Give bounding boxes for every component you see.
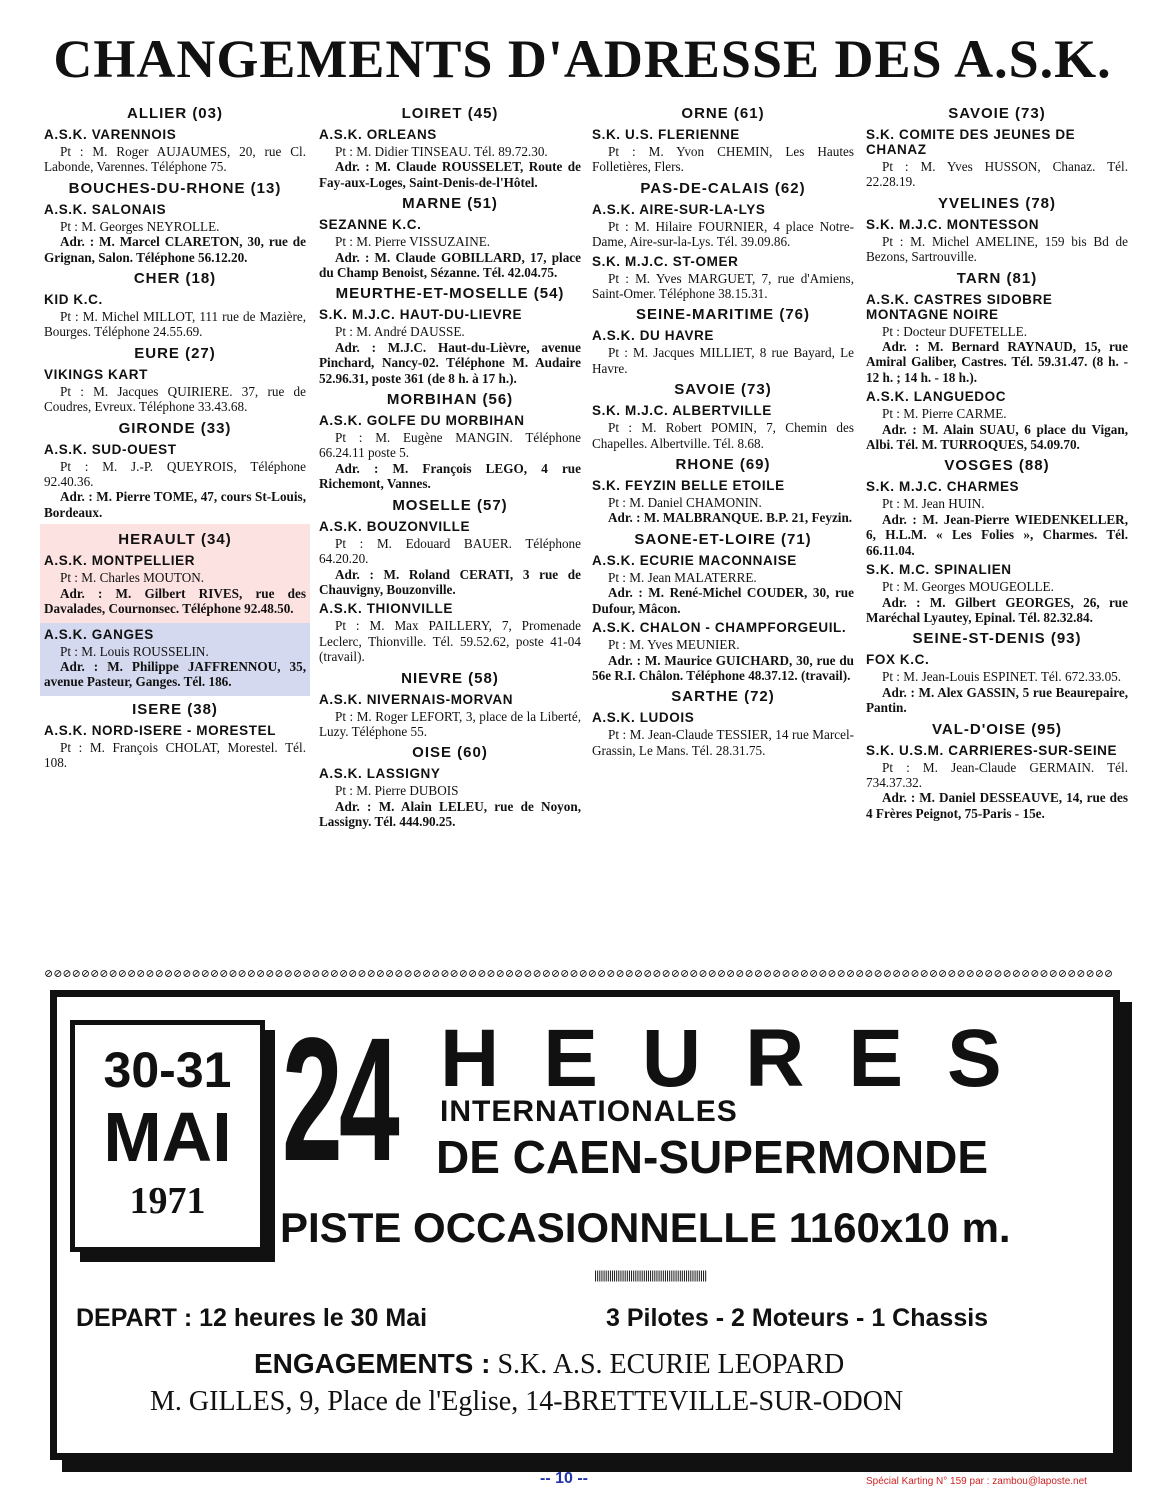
- club-entry: [44, 723, 306, 771]
- department-section: [866, 457, 1128, 625]
- club-entry: [866, 743, 1128, 822]
- club-address: Adr. : M. Roland CERATI, 3 rue de Chauvigny, Bouzonville.: [319, 566, 581, 597]
- department-heading: SAVOIE (73): [948, 105, 1046, 122]
- club-entry: [866, 217, 1128, 265]
- club-entry: [592, 127, 854, 175]
- club-entry: [319, 413, 581, 492]
- club-name: A.S.K. CASTRES SIDOBRE MONTAGNE NOIRE: [866, 291, 1053, 322]
- club-president: Pt : M. Yvon CHEMIN, Les Hautes Folletières, Flers.: [592, 144, 854, 175]
- department-heading: MEURTHE-ET-MOSELLE (54): [335, 285, 565, 303]
- club-name: FOX K.C.: [866, 652, 930, 668]
- club-entry: [592, 710, 854, 758]
- department-heading: ISERE (38): [132, 700, 218, 718]
- club-entry: [592, 478, 854, 526]
- club-address: Adr. : M. François LEGO, 4 rue Richemont, Vannes.: [319, 460, 581, 492]
- club-address: Adr. : M. Pierre TOME, 47, cours St-Louis, Bordeaux.: [44, 489, 306, 520]
- club-name: A.S.K. SALONAIS: [44, 201, 167, 217]
- department-section: [319, 391, 581, 492]
- club-entry: [866, 389, 1128, 452]
- department-section: [44, 270, 306, 340]
- club-entry: [866, 652, 1128, 715]
- department-heading: ALLIER (03): [126, 105, 223, 122]
- club-president: Pt : M. Jacques QUIRIERE. 37, rue de Coudres, Evreux. Téléphone 33.43.68.: [44, 383, 306, 415]
- club-president: Pt : M. Pierre DUBOIS: [335, 783, 459, 799]
- club-entry: [44, 202, 306, 265]
- club-address: Adr. : M. Gilbert GEORGES, 26, rue Maréchal Lyautey, Epinal. Tél. 82.32.84.: [866, 594, 1128, 625]
- department-section: [866, 195, 1128, 265]
- club-name: A.S.K. DU HAVRE: [592, 328, 715, 344]
- club-address: Adr. : M. Alain LELEU, rue de Noyon, Lassigny. Tél. 444.90.25.: [319, 798, 581, 830]
- club-president: Pt : M. Michel MILLOT, 111 rue de Mazière, Bourges. Téléphone 24.55.69.: [44, 309, 306, 340]
- department-heading: RHONE (69): [675, 456, 771, 474]
- department-heading: LOIRET (45): [401, 105, 499, 122]
- department-heading: YVELINES (78): [937, 194, 1057, 212]
- department-heading: SARTHE (72): [671, 688, 775, 706]
- department-section: [866, 721, 1128, 822]
- department-heading: MARNE (51): [402, 195, 498, 213]
- club-president: Pt : M. Georges NEYROLLE.: [60, 218, 220, 234]
- club-name: A.S.K. ORLEANS: [319, 127, 437, 142]
- club-president: Pt : M. Jean MALATERRE.: [608, 569, 757, 585]
- club-name: A.S.K. LUDOIS: [592, 710, 695, 726]
- club-entry: [319, 601, 581, 664]
- department-section: [44, 105, 306, 175]
- club-president: Pt : M. Daniel CHAMONIN.: [608, 495, 762, 511]
- department-heading: MOSELLE (57): [392, 496, 508, 514]
- department-section: [592, 531, 854, 683]
- page-number: -- 10 --: [540, 1470, 588, 1487]
- department-section: [44, 701, 306, 771]
- department-heading: ORNE (61): [681, 105, 765, 122]
- page-title: CHANGEMENTS D'ADRESSE DES A.S.K.: [53, 29, 1112, 89]
- club-president: Pt : M. Hilaire FOURNIER, 4 place Notre-Dame, Aire-sur-la-Lys. Tél. 39.09.86.: [592, 218, 854, 250]
- club-entry: [866, 292, 1128, 386]
- department-heading: BOUCHES-DU-RHONE (13): [68, 179, 282, 197]
- department-heading: CHER (18): [133, 270, 217, 288]
- department-section: [44, 420, 306, 521]
- club-name: S.K. COMITE DES JEUNES DE CHANAZ: [866, 127, 1076, 157]
- column-4: [866, 100, 1128, 825]
- department-section: [866, 105, 1128, 190]
- club-entry: [44, 127, 306, 175]
- department-section: [44, 345, 306, 415]
- department-section: [592, 105, 854, 175]
- club-address: Adr. : M. Gilbert RIVES, rue des Davalades, Cournonsec. Téléphone 92.48.50.: [44, 585, 306, 617]
- piste-text: PISTE OCCASIONNELLE 1160x10 m.: [280, 1204, 1011, 1251]
- date-days: 30-31: [103, 1042, 232, 1098]
- club-president: Pt : M. Jean HUIN.: [882, 496, 985, 512]
- depart-text: DEPART : 12 heures le 30 Mai: [76, 1304, 428, 1332]
- department-heading: SEINE-ST-DENIS (93): [912, 630, 1082, 648]
- department-section: [592, 381, 854, 451]
- club-address: Adr. : M. Maurice GUICHARD, 30, rue du 56e R.I. Châlon. Téléphone 48.37.12. (travail).: [592, 652, 854, 683]
- club-address: Adr. : M. Claude ROUSSELET, Route de Fay-aux-Loges, Saint-Denis-de-l'Hôtel.: [319, 159, 581, 190]
- club-president: Pt : M. Louis ROUSSELIN.: [60, 643, 209, 659]
- department-section: [319, 744, 581, 829]
- club-address: Adr. : M. Marcel CLARETON, 30, rue de Grignan, Salon. Téléphone 56.12.20.: [44, 234, 306, 265]
- department-section: [319, 497, 581, 665]
- department-section: [319, 105, 581, 190]
- club-name: A.S.K. THIONVILLE: [319, 601, 453, 617]
- club-name: A.S.K. LANGUEDOC: [866, 389, 1007, 405]
- club-entry: [592, 254, 854, 302]
- club-address: Adr. : M. Daniel DESSEAUVE, 14, rue des 4 Frères Peignot, 75-Paris - 15e.: [866, 790, 1128, 821]
- date-year: 1971: [129, 1180, 206, 1222]
- department-section: [866, 630, 1128, 715]
- date-box: [70, 1020, 265, 1252]
- club-name: A.S.K. CHALON - CHAMPFORGEUIL.: [592, 620, 847, 636]
- club-entry: [44, 367, 306, 415]
- club-president: Pt : M. Roger AUJAUMES, 20, rue Cl. Labonde, Varennes. Téléphone 75.: [44, 144, 306, 175]
- club-entry: [319, 766, 581, 829]
- club-name: SEZANNE K.C.: [319, 217, 422, 233]
- club-president: Pt : M. Pierre VISSUZAINE.: [335, 234, 491, 250]
- club-president: Pt : M. Yves HUSSON, Chanaz. Tél. 22.28.19.: [866, 159, 1128, 190]
- department-section: [319, 670, 581, 740]
- club-president: Pt : M. Eugène MANGIN. Téléphone 66.24.11 poste 5.: [319, 430, 581, 461]
- department-heading: PAS-DE-CALAIS (62): [640, 179, 806, 197]
- internationales-text: INTERNATIONALES: [440, 1095, 738, 1128]
- club-president: Pt : M. André DAUSSE.: [335, 324, 465, 340]
- column-1: [44, 100, 306, 775]
- club-president: Pt : M. Michel AMELINE, 159 bis Bd de Bezons, Sartrouville.: [866, 233, 1128, 265]
- department-heading: SEINE-MARITIME (76): [635, 306, 810, 324]
- heures-heading: HEURES: [440, 1013, 1046, 1104]
- club-president: Pt : M. Yves MARGUET, 7, rue d'Amiens, Saint-Omer. Téléphone 38.15.31.: [592, 270, 854, 302]
- department-heading: EURE (27): [134, 344, 216, 362]
- department-heading: SAVOIE (73): [674, 381, 772, 399]
- club-name: A.S.K. NORD-ISERE - MORESTEL: [44, 722, 277, 738]
- department-heading: NIEVRE (58): [401, 669, 499, 687]
- club-name: VIKINGS KART: [44, 366, 148, 382]
- club-address: Adr. : M. Claude GOBILLARD, 17, place du Champ Benoist, Sézanne. Tél. 42.04.75.: [319, 249, 581, 281]
- column-2: [319, 100, 581, 834]
- big-24: 24: [282, 1002, 396, 1198]
- club-entry: [866, 127, 1128, 190]
- club-name: S.K. U.S.M. CARRIERES-SUR-SEINE: [866, 742, 1118, 758]
- club-president: Pt : M. Roger LEFORT, 3, place de la Liberté, Luzy. Téléphone 55.: [319, 708, 581, 739]
- department-section: [319, 285, 581, 386]
- club-entry: [319, 217, 581, 280]
- club-name: A.S.K. GANGES: [44, 626, 154, 642]
- club-entry: [44, 442, 306, 521]
- department-heading: VOSGES (88): [944, 457, 1050, 475]
- club-president: Pt : M. Robert POMIN, 7, Chemin des Chapelles. Albertville. Tél. 8.68.: [592, 420, 854, 451]
- club-address: Adr. : M. MALBRANQUE. B.P. 21, Feyzin.: [608, 510, 853, 526]
- club-president: Pt : M. Pierre CARME.: [882, 406, 1007, 422]
- club-president: Pt : M. Jean-Claude GERMAIN. Tél. 734.37.32.: [866, 759, 1128, 790]
- footer-credit: Spécial Karting N° 159 par : zambou@laposte.net: [866, 1476, 1087, 1487]
- club-name: S.K. FEYZIN BELLE ETOILE: [592, 478, 785, 494]
- club-name: A.S.K. VARENNOIS: [44, 127, 177, 142]
- tick-ornament: |||||||||||||||||||||||||||||||||||||||||||||||||||||: [594, 1268, 707, 1282]
- club-address: Adr. : M. Alex GASSIN, 5 rue Beaurepaire, Pantin.: [866, 684, 1128, 716]
- club-entry: [319, 307, 581, 386]
- club-president: Pt : M. J.-P. QUEYROIS, Téléphone 92.40.36.: [44, 458, 306, 490]
- club-entry: [319, 519, 581, 598]
- department-heading: SAONE-ET-LOIRE (71): [634, 530, 812, 548]
- department-section: [319, 195, 581, 280]
- club-name: A.S.K. LASSIGNY: [319, 766, 441, 782]
- department-section: [592, 688, 854, 758]
- caen-text: DE CAEN-SUPERMONDE: [436, 1131, 989, 1183]
- club-president: Pt : M. Edouard BAUER. Téléphone 64.20.20.: [319, 535, 581, 567]
- club-president: Pt : M. Charles MOUTON.: [60, 570, 205, 586]
- club-president: Pt : M. Jacques MILLIET, 8 rue Bayard, Le Havre.: [592, 345, 854, 376]
- department-section: [866, 270, 1128, 453]
- club-address: Adr. : M.J.C. Haut-du-Lièvre, avenue Pinchard, Nancy-02. Téléphone M. Audaire 52.96.31, poste 361 (de 8 h. à 17 h.).: [319, 339, 581, 386]
- engagements-line: [254, 1348, 844, 1381]
- club-name: S.K. M.J.C. HAUT-DU-LIEVRE: [319, 307, 523, 323]
- club-name: A.S.K. AIRE-SUR-LA-LYS: [592, 201, 766, 217]
- club-entry: [44, 627, 306, 690]
- club-president: Pt : M. Jean-Claude TESSIER, 14 rue Marcel-Grassin, Le Mans. Tél. 28.31.75.: [592, 727, 854, 758]
- department-heading: MORBIHAN (56): [386, 391, 514, 409]
- club-president: Pt : M. Didier TINSEAU. Tél. 89.72.30.: [335, 144, 548, 159]
- club-name: A.S.K. NIVERNAIS-MORVAN: [319, 691, 514, 707]
- department-heading: TARN (81): [956, 269, 1038, 287]
- department-section: [592, 306, 854, 376]
- club-president: Pt : Docteur DUFETELLE.: [882, 323, 1028, 339]
- club-entry: [44, 553, 306, 616]
- club-name: KID K.C.: [44, 292, 103, 308]
- department-heading: OISE (60): [412, 744, 488, 762]
- department-section: [40, 623, 310, 696]
- club-name: A.S.K. GOLFE DU MORBIHAN: [319, 413, 525, 429]
- club-entry: [592, 403, 854, 451]
- club-name: S.K. U.S. FLERIENNE: [592, 127, 740, 142]
- club-name: S.K. M.J.C. ALBERTVILLE: [592, 403, 772, 419]
- pilotes-text: 3 Pilotes - 2 Moteurs - 1 Chassis: [606, 1304, 989, 1332]
- club-president: Pt : M. François CHOLAT, Morestel. Tél. 108.: [44, 739, 306, 771]
- club-address: Adr. : M. Jean-Pierre WIEDENKELLER, 6, H.L.M. « Les Folies », Charmes. Tél. 66.11.04.: [866, 511, 1128, 558]
- engagements-label: ENGAGEMENTS :: [254, 1348, 491, 1379]
- department-section: [592, 180, 854, 302]
- club-entry: [866, 562, 1128, 625]
- club-name: S.K. M.J.C. MONTESSON: [866, 216, 1040, 232]
- club-name: S.K. M.J.C. ST-OMER: [592, 253, 739, 269]
- entry-address: M. GILLES, 9, Place de l'Eglise, 14-BRETTEVILLE-SUR-ODON: [150, 1386, 904, 1417]
- club-entry: [592, 620, 854, 683]
- club-president: Pt : M. Yves MEUNIER.: [608, 637, 740, 653]
- club-name: A.S.K. MONTPELLIER: [44, 553, 196, 569]
- club-president: Pt : M. Max PAILLERY, 7, Promenade Leclerc, Thionville. Tél. 59.52.62, poste 41-04 (travail).: [319, 618, 581, 665]
- column-3: [592, 100, 854, 762]
- club-address: Adr. : M. René-Michel COUDER, 30, rue Dufour, Mâcon.: [592, 585, 854, 616]
- club-name: A.S.K. ECURIE MACONNAISE: [592, 552, 797, 568]
- department-section: [592, 456, 854, 526]
- club-entry: [592, 202, 854, 250]
- club-entry: [592, 553, 854, 616]
- club-address: Adr. : M. Alain SUAU, 6 place du Vigan, Albi. Tél. M. TURROQUES, 54.09.70.: [866, 421, 1128, 453]
- department-heading: VAL-D'OISE (95): [932, 720, 1062, 738]
- club-entry: [319, 692, 581, 740]
- club-address: Adr. : M. Philippe JAFFRENNOU, 35, avenue Pasteur, Ganges. Tél. 186.: [44, 658, 306, 690]
- club-entry: [319, 127, 581, 190]
- date-month: MAI: [103, 1098, 232, 1176]
- department-section: [40, 524, 310, 622]
- engagements-value: S.K. A.S. ECURIE LEOPARD: [497, 1349, 845, 1380]
- club-entry: [44, 292, 306, 340]
- department-heading: GIRONDE (33): [118, 419, 232, 437]
- club-name: S.K. M.J.C. CHARMES: [866, 479, 1020, 495]
- club-name: S.K. M.C. SPINALIEN: [866, 562, 1012, 578]
- ornament-divider: ⊘⊘⊘⊘⊘⊘⊘⊘⊘⊘⊘⊘⊘⊘⊘⊘⊘⊘⊘⊘⊘⊘⊘⊘⊘⊘⊘⊘⊘⊘⊘⊘⊘⊘⊘⊘⊘⊘⊘⊘⊘⊘⊘⊘⊘⊘⊘⊘⊘⊘⊘⊘⊘⊘⊘⊘⊘⊘⊘⊘⊘⊘⊘⊘⊘⊘⊘⊘⊘⊘⊘⊘⊘⊘⊘⊘⊘⊘⊘⊘⊘⊘⊘⊘⊘⊘⊘⊘⊘⊘⊘⊘⊘⊘⊘⊘⊘⊘⊘⊘⊘⊘⊘⊘⊘⊘⊘⊘⊘⊘⊘⊘⊘⊘⊘⊘: [44, 968, 1114, 980]
- club-president: Pt : M. Georges MOUGEOLLE.: [882, 579, 1054, 595]
- club-address: Adr. : M. Bernard RAYNAUD, 15, rue Amiral Galiber, Castres. Tél. 59.31.47. (8 h. - 12 h. ; 14 h. - 18 h.).: [866, 339, 1128, 385]
- club-president: Pt : M. Jean-Louis ESPINET. Tél. 672.33.05.: [882, 669, 1122, 685]
- club-name: A.S.K. SUD-OUEST: [44, 441, 177, 457]
- department-section: [44, 180, 306, 265]
- club-name: A.S.K. BOUZONVILLE: [319, 518, 471, 534]
- department-heading: HERAULT (34): [118, 531, 232, 549]
- club-entry: [866, 479, 1128, 558]
- club-entry: [592, 328, 854, 376]
